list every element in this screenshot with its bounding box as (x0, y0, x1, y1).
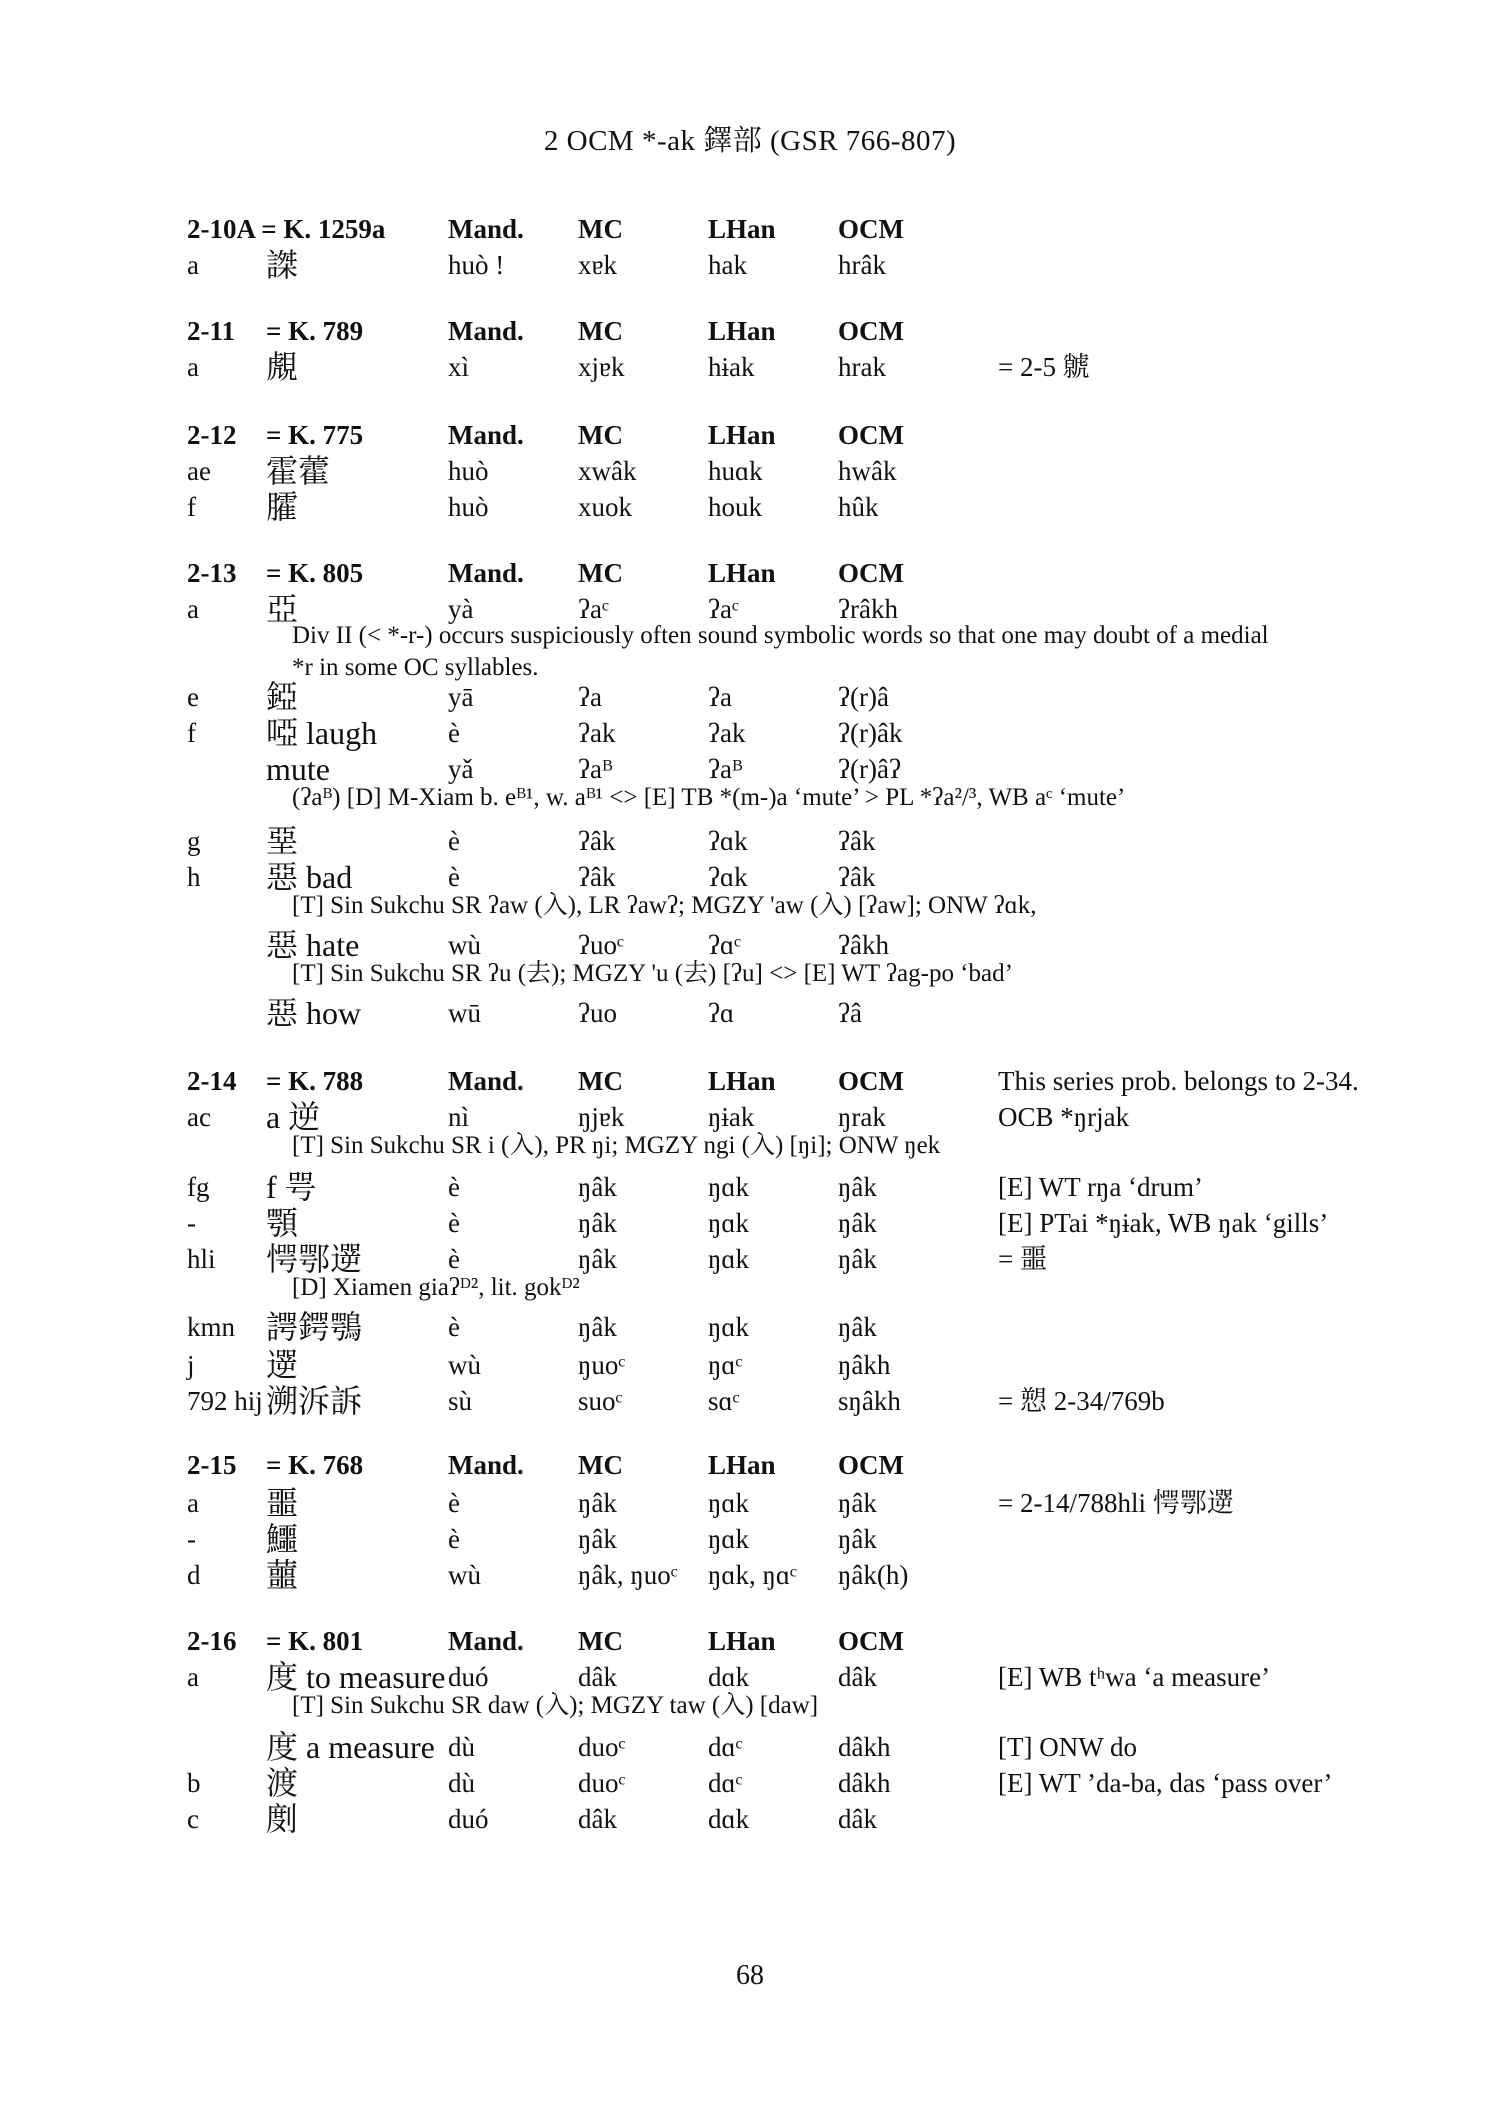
ocm-cell: OCM (838, 1066, 904, 1096)
entry-cell: j (187, 1350, 195, 1380)
lhan-cell: ʔɑk (708, 826, 748, 856)
lhan-cell: LHan (708, 558, 776, 588)
character-cell: f 咢 (266, 1169, 317, 1205)
mandarin-cell: Mand. (448, 1450, 524, 1480)
lhan-cell: dɑᶜ (708, 1732, 743, 1762)
comment-cell: = 愬 2-34/769b (998, 1386, 1165, 1416)
mc-cell: xuok (578, 492, 632, 522)
mandarin-cell: è (448, 1172, 460, 1202)
entry-cell: d (187, 1560, 201, 1590)
mandarin-cell: è (448, 862, 460, 892)
ocm-cell: hrâk (838, 250, 886, 280)
mc-cell: ʔaᶜ (578, 594, 609, 624)
mandarin-cell: dù (448, 1732, 475, 1762)
lhan-cell: ŋɑᶜ (708, 1350, 743, 1380)
entry-cell: 2-14 (187, 1066, 237, 1096)
mandarin-cell: xì (448, 352, 470, 382)
series-header (0, 1446, 1500, 1484)
comment-cell: [T] ONW do (998, 1732, 1137, 1762)
ocm-cell: hûk (838, 492, 879, 522)
character-cell: a 逆 (266, 1099, 321, 1135)
mc-cell: dâk (578, 1804, 617, 1834)
lhan-cell: LHan (708, 1066, 776, 1096)
mandarin-cell: è (448, 1524, 460, 1554)
lhan-cell: ʔak (708, 718, 746, 748)
lhan-cell: LHan (708, 420, 776, 450)
comment-cell: = 噩 (998, 1244, 1047, 1274)
lhan-cell: ŋɑk (708, 1524, 749, 1554)
ocm-cell: OCM (838, 1450, 904, 1480)
lhan-cell: LHan (708, 1626, 776, 1656)
entry-row (0, 1520, 1500, 1558)
lhan-cell: ŋɑk (708, 1312, 749, 1342)
ocm-cell: ŋâk (838, 1172, 877, 1202)
mandarin-cell: Mand. (448, 558, 524, 588)
entry-cell: c (187, 1804, 199, 1834)
entry-cell: 2-16 (187, 1626, 237, 1656)
character-cell: 錏 (266, 679, 299, 715)
series-header (0, 210, 1500, 248)
character-cell: 惡 how (266, 995, 362, 1031)
mandarin-cell: Mand. (448, 420, 524, 450)
mandarin-cell: wù (448, 930, 481, 960)
character-cell: = K. 801 (266, 1626, 364, 1656)
entry-row (0, 452, 1500, 490)
entry-row (0, 1346, 1500, 1384)
mandarin-cell: Mand. (448, 214, 524, 244)
comment-cell: = 2-14/788hli 愕鄂遻 (998, 1488, 1234, 1518)
character-cell: 渡 (266, 1765, 299, 1801)
ocm-cell: ŋâkh (838, 1350, 891, 1380)
entry-cell: hli (187, 1244, 216, 1274)
entry-row (0, 678, 1500, 716)
mc-cell: ʔa (578, 682, 602, 712)
character-cell: 度 to measure (266, 1659, 446, 1695)
entry-cell: 2-11 (187, 316, 236, 346)
ocm-cell: OCM (838, 316, 904, 346)
entry-cell: fg (187, 1172, 210, 1202)
entry-cell: f (187, 718, 196, 748)
ocm-cell: ŋâk (838, 1488, 877, 1518)
entry-row (0, 246, 1500, 284)
mandarin-cell: è (448, 718, 460, 748)
note-line: [T] Sin Sukchu SR ʔu (去); MGZY 'u (去) [ʔu] <> [E] WT ʔag-po ‘bad’ (292, 960, 1013, 987)
mc-cell: ʔâk (578, 826, 616, 856)
ocm-cell: ʔ(r)â (838, 682, 889, 712)
entry-row (0, 1800, 1500, 1838)
character-cell: 度 a measure (266, 1729, 435, 1765)
entry-row (0, 348, 1500, 386)
character-cell: 覤 (266, 349, 299, 385)
mc-cell: ŋjɐk (578, 1102, 625, 1132)
comment-cell: [E] WT rŋa ‘drum’ (998, 1172, 1204, 1202)
entry-cell: - (187, 1524, 196, 1554)
lhan-cell: ʔɑᶜ (708, 930, 742, 960)
entry-row (0, 1308, 1500, 1346)
mandarin-cell: duó (448, 1662, 489, 1692)
ocm-cell: hwâk (838, 456, 897, 486)
note-line: [T] Sin Sukchu SR i (入), PR ŋi; MGZY ngi (入) [ŋi]; ONW ŋek (292, 1132, 941, 1159)
lhan-cell: hɨak (708, 352, 755, 382)
character-cell: 顎 (266, 1205, 299, 1241)
mc-cell: ŋâk (578, 1524, 617, 1554)
character-cell: 蘁 (266, 1557, 299, 1593)
mc-cell: duoᶜ (578, 1732, 626, 1762)
comment-cell: = 2-5 虩 (998, 352, 1090, 382)
mc-cell: ŋuoᶜ (578, 1350, 626, 1380)
ocm-cell: dâk (838, 1662, 877, 1692)
ocm-cell: ʔâk (838, 826, 876, 856)
mandarin-cell: huò ! (448, 250, 505, 280)
character-cell: 臛 (266, 489, 299, 525)
mandarin-cell: sù (448, 1386, 473, 1416)
character-cell: 剫 (266, 1801, 299, 1837)
mandarin-cell: è (448, 1208, 460, 1238)
character-cell: 堊 (266, 823, 299, 859)
entry-cell: 792 hij (187, 1386, 263, 1416)
series-header (0, 1062, 1500, 1100)
note-line: (ʔaᴮ) [D] M-Xiam b. eᴮ¹, w. aᴮ¹ <> [E] TB *(m-)a ‘mute’ > PL *ʔa²/³, WB aᶜ ‘mute’ (292, 784, 1126, 811)
mandarin-cell: è (448, 826, 460, 856)
mc-cell: ŋâk (578, 1172, 617, 1202)
mandarin-cell: è (448, 1244, 460, 1274)
character-cell: 噩 (266, 1485, 299, 1521)
character-cell: = K. 768 (266, 1450, 364, 1480)
series-header (0, 416, 1500, 454)
character-cell: = K. 789 (266, 316, 364, 346)
comment-cell: [E] WT ’da-ba, das ‘pass over’ (998, 1768, 1333, 1798)
ocm-cell: dâkh (838, 1732, 891, 1762)
character-cell: 愕鄂遻 (266, 1241, 363, 1277)
ocm-cell: ʔâk (838, 862, 876, 892)
mandarin-cell: Mand. (448, 1626, 524, 1656)
note-line: [T] Sin Sukchu SR ʔaw (入), LR ʔawʔ; MGZY 'aw (入) [ʔaw]; ONW ʔɑk, (292, 892, 1037, 919)
mc-cell: dâk (578, 1662, 617, 1692)
entry-row (0, 994, 1500, 1032)
entry-cell: a (187, 1488, 199, 1518)
entry-cell: ac (187, 1102, 211, 1132)
mc-cell: ʔak (578, 718, 616, 748)
mandarin-cell: wù (448, 1350, 481, 1380)
character-cell: 啞 laugh (266, 715, 378, 751)
ocm-cell: dâk (838, 1804, 877, 1834)
character-cell: = K. 805 (266, 558, 364, 588)
lhan-cell: ŋɑk, ŋɑᶜ (708, 1560, 797, 1590)
mandarin-cell: yà (448, 594, 474, 624)
mc-cell: ŋâk (578, 1244, 617, 1274)
lhan-cell: hak (708, 250, 747, 280)
character-cell: 遻 (266, 1347, 299, 1383)
mandarin-cell: è (448, 1488, 460, 1518)
note-line: [D] Xiamen giaʔᴰ², lit. gokᴰ² (292, 1274, 580, 1301)
lhan-cell: ʔɑk (708, 862, 748, 892)
series-header (0, 1622, 1500, 1660)
lhan-cell: sɑᶜ (708, 1386, 740, 1416)
mc-cell: ŋâk (578, 1208, 617, 1238)
mc-cell: ʔâk (578, 862, 616, 892)
ocm-cell: ŋâk (838, 1312, 877, 1342)
mc-cell: MC (578, 1450, 623, 1480)
mc-cell: ŋâk, ŋuoᶜ (578, 1560, 678, 1590)
entry-cell: g (187, 826, 201, 856)
series-header (0, 312, 1500, 350)
mandarin-cell: duó (448, 1804, 489, 1834)
mandarin-cell: wū (448, 998, 481, 1028)
ocm-cell: ʔ(r)âʔ (838, 754, 901, 784)
comment-cell: This series prob. belongs to 2-34. (998, 1066, 1359, 1096)
lhan-cell: dɑk (708, 1804, 750, 1834)
lhan-cell: ʔɑ (708, 998, 735, 1028)
mc-cell: duoᶜ (578, 1768, 626, 1798)
entry-cell: h (187, 862, 201, 892)
entry-cell: f (187, 492, 196, 522)
ocm-cell: ʔ(r)âk (838, 718, 903, 748)
entry-cell: a (187, 594, 199, 624)
mc-cell: MC (578, 1626, 623, 1656)
mandarin-cell: Mand. (448, 1066, 524, 1096)
mc-cell: xwâk (578, 456, 637, 486)
mc-cell: suoᶜ (578, 1386, 623, 1416)
ocm-cell: ŋâk (838, 1208, 877, 1238)
ocm-cell: ʔrâkh (838, 594, 898, 624)
mc-cell: ŋâk (578, 1488, 617, 1518)
character-cell: 鱷 (266, 1521, 299, 1557)
mc-cell: ŋâk (578, 1312, 617, 1342)
comment-cell: [E] WB tʰwa ‘a measure’ (998, 1662, 1271, 1692)
mandarin-cell: è (448, 1312, 460, 1342)
entry-cell: kmn (187, 1312, 236, 1342)
entry-row (0, 1204, 1500, 1242)
character-cell: 諤鍔鶚 (266, 1309, 363, 1345)
lhan-cell: huɑk (708, 456, 763, 486)
entry-cell: a (187, 1662, 199, 1692)
lhan-cell: ʔaᴮ (708, 754, 743, 784)
entry-cell: 2-12 (187, 420, 237, 450)
ocm-cell: OCM (838, 214, 904, 244)
entry-cell: 2-10A = K. 1259a (187, 214, 386, 244)
lhan-cell: dɑᶜ (708, 1768, 743, 1798)
lhan-cell: ʔaᶜ (708, 594, 739, 624)
mandarin-cell: Mand. (448, 316, 524, 346)
character-cell: 霍藿 (266, 453, 331, 489)
lhan-cell: ŋɑk (708, 1488, 749, 1518)
entry-cell: - (187, 1208, 196, 1238)
ocm-cell: OCM (838, 420, 904, 450)
mc-cell: MC (578, 420, 623, 450)
mandarin-cell: huò (448, 456, 489, 486)
character-cell: = K. 775 (266, 420, 364, 450)
ocm-cell: ŋâk(h) (838, 1560, 909, 1590)
entry-row (0, 1484, 1500, 1522)
mc-cell: MC (578, 214, 623, 244)
entry-row (0, 822, 1500, 860)
mc-cell: xɐk (578, 250, 617, 280)
entry-row (0, 1764, 1500, 1802)
lhan-cell: LHan (708, 1450, 776, 1480)
mandarin-cell: yǎ (448, 754, 474, 784)
character-cell: 惡 hate (266, 927, 360, 963)
ocm-cell: ʔâkh (838, 930, 889, 960)
entry-cell: 2-15 (187, 1450, 237, 1480)
lhan-cell: LHan (708, 316, 776, 346)
character-cell: 亞 (266, 591, 299, 627)
entry-row (0, 1382, 1500, 1420)
lhan-cell: ʔa (708, 682, 732, 712)
ocm-cell: sŋâkh (838, 1386, 901, 1416)
mandarin-cell: yā (448, 682, 474, 712)
character-cell: = K. 788 (266, 1066, 364, 1096)
entry-cell: b (187, 1768, 201, 1798)
note-line: Div II (< *-r-) occurs suspiciously often sound symbolic words so that one may doubt of a medial *r in some OC syllables. (292, 622, 1269, 681)
mc-cell: xjɐk (578, 352, 625, 382)
mc-cell: ʔuo (578, 998, 617, 1028)
page-number: 68 (736, 1960, 764, 1991)
lhan-cell: ŋɑk (708, 1244, 749, 1274)
entry-row (0, 1168, 1500, 1206)
ocm-cell: hrak (838, 352, 886, 382)
character-cell: 溯泝訴 (266, 1383, 363, 1419)
mc-cell: ʔaᴮ (578, 754, 613, 784)
entry-row (0, 1556, 1500, 1594)
comment-cell: OCB *ŋrjak (998, 1102, 1130, 1132)
entry-cell: a (187, 250, 199, 280)
mc-cell: MC (578, 558, 623, 588)
lhan-cell: dɑk (708, 1662, 750, 1692)
entry-row (0, 1728, 1500, 1766)
ocm-cell: ŋrak (838, 1102, 886, 1132)
ocm-cell: OCM (838, 1626, 904, 1656)
character-cell: 謋 (266, 247, 299, 283)
character-cell: mute (266, 751, 330, 787)
lhan-cell: ŋɑk (708, 1208, 749, 1238)
entry-cell: e (187, 682, 199, 712)
note-line: [T] Sin Sukchu SR daw (入); MGZY taw (入) [daw] (292, 1692, 819, 1719)
ocm-cell: ʔâ (838, 998, 862, 1028)
mc-cell: MC (578, 316, 623, 346)
lhan-cell: LHan (708, 214, 776, 244)
lhan-cell: ŋɨak (708, 1102, 755, 1132)
comment-cell: [E] PTai *ŋɨak, WB ŋak ‘gills’ (998, 1208, 1329, 1238)
entry-cell: a (187, 352, 199, 382)
mandarin-cell: nì (448, 1102, 470, 1132)
mc-cell: ʔuoᶜ (578, 930, 624, 960)
lhan-cell: ŋɑk (708, 1172, 749, 1202)
mandarin-cell: wù (448, 1560, 481, 1590)
entry-row (0, 714, 1500, 752)
entry-cell: ae (187, 456, 211, 486)
ocm-cell: ŋâk (838, 1244, 877, 1274)
ocm-cell: OCM (838, 558, 904, 588)
page-header: 2 OCM *-ak 鐸部 (GSR 766-807) (543, 125, 957, 157)
character-cell: 惡 bad (266, 859, 353, 895)
entry-row (0, 488, 1500, 526)
mc-cell: MC (578, 1066, 623, 1096)
lhan-cell: houk (708, 492, 762, 522)
ocm-cell: dâkh (838, 1768, 891, 1798)
mandarin-cell: huò (448, 492, 489, 522)
entry-cell: 2-13 (187, 558, 237, 588)
mandarin-cell: dù (448, 1768, 475, 1798)
ocm-cell: ŋâk (838, 1524, 877, 1554)
series-header (0, 554, 1500, 592)
